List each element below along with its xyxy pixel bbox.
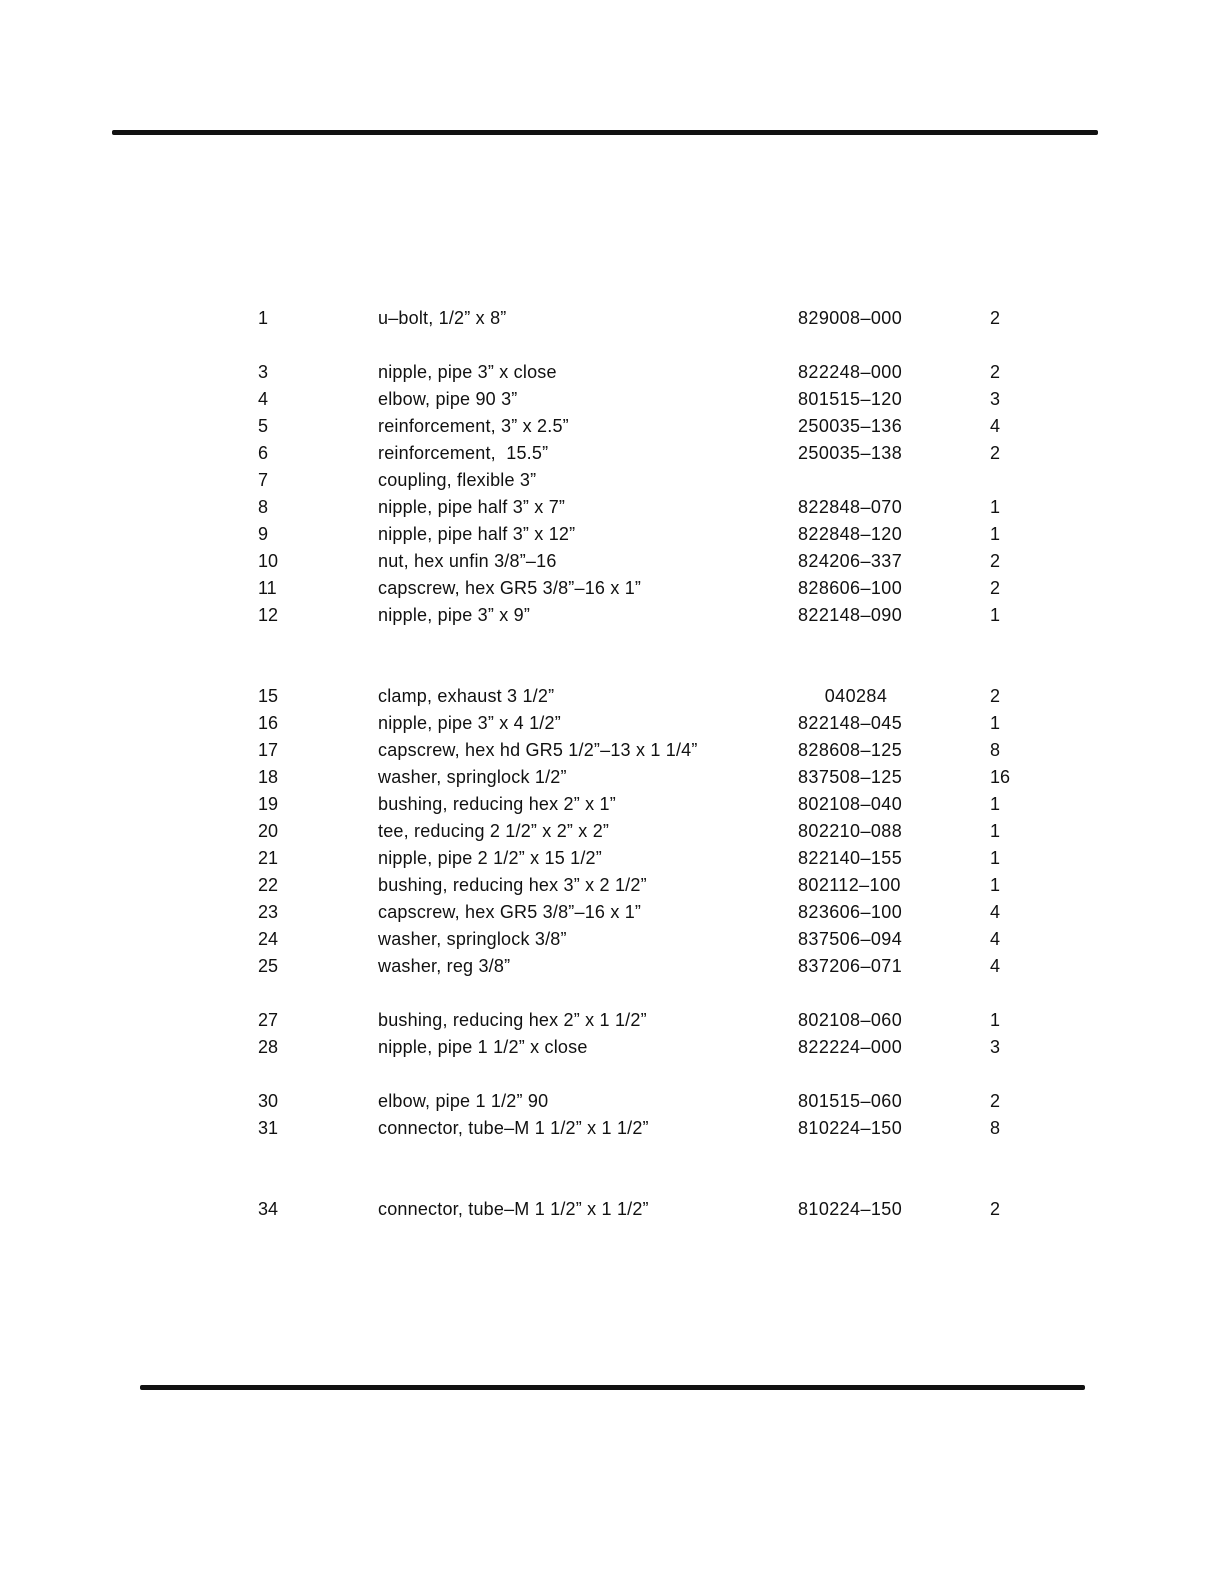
item-number: 31 xyxy=(258,1118,279,1138)
part-number: 822140–155 xyxy=(798,848,903,868)
table-row xyxy=(0,440,1224,467)
table-row xyxy=(0,1088,1224,1115)
table-row xyxy=(0,872,1224,899)
part-number: 837508–125 xyxy=(798,767,903,787)
part-description: elbow, pipe 90 3” xyxy=(378,389,518,409)
quantity: 2 xyxy=(990,308,1001,328)
item-number: 34 xyxy=(258,1199,279,1219)
table-row xyxy=(0,359,1224,386)
item-number: 5 xyxy=(258,416,269,436)
item-number: 7 xyxy=(258,470,269,490)
part-description: bushing, reducing hex 2” x 1” xyxy=(378,794,616,814)
item-number: 16 xyxy=(258,713,279,733)
quantity: 16 xyxy=(990,767,1011,787)
part-number: 824206–337 xyxy=(798,551,903,571)
table-row xyxy=(0,845,1224,872)
table-row xyxy=(0,548,1224,575)
part-description: tee, reducing 2 1/2” x 2” x 2” xyxy=(378,821,610,841)
quantity: 1 xyxy=(990,524,1001,544)
part-number: 810224–150 xyxy=(798,1118,903,1138)
quantity: 1 xyxy=(990,794,1001,814)
quantity: 2 xyxy=(990,1091,1001,1111)
item-number: 15 xyxy=(258,686,279,706)
item-number: 28 xyxy=(258,1037,279,1057)
table-row xyxy=(0,413,1224,440)
table-row xyxy=(0,710,1224,737)
part-number: 810224–150 xyxy=(798,1199,903,1219)
quantity: 2 xyxy=(990,686,1001,706)
part-description: washer, springlock 3/8” xyxy=(378,929,567,949)
part-number: 802112–100 xyxy=(798,875,901,895)
quantity: 1 xyxy=(990,497,1001,517)
quantity: 4 xyxy=(990,902,1001,922)
table-row xyxy=(0,467,1224,494)
part-description: nipple, pipe 1 1/2” x close xyxy=(378,1037,588,1057)
table-row xyxy=(0,1007,1224,1034)
part-description: reinforcement, 3” x 2.5” xyxy=(378,416,569,436)
table-row xyxy=(0,305,1224,332)
item-number: 20 xyxy=(258,821,279,841)
part-description: nipple, pipe half 3” x 7” xyxy=(378,497,566,517)
table-row xyxy=(0,818,1224,845)
quantity: 4 xyxy=(990,929,1001,949)
part-description: elbow, pipe 1 1/2” 90 xyxy=(378,1091,549,1111)
item-number: 3 xyxy=(258,362,269,382)
table-row xyxy=(0,926,1224,953)
part-description: capscrew, hex hd GR5 1/2”–13 x 1 1/4” xyxy=(378,740,698,760)
quantity: 3 xyxy=(990,1037,1001,1057)
quantity: 4 xyxy=(990,956,1001,976)
item-number: 19 xyxy=(258,794,279,814)
table-row xyxy=(0,1115,1224,1142)
quantity: 2 xyxy=(990,578,1001,598)
item-number: 23 xyxy=(258,902,279,922)
quantity: 1 xyxy=(990,848,1001,868)
table-row xyxy=(0,386,1224,413)
part-description: nipple, pipe 2 1/2” x 15 1/2” xyxy=(378,848,602,868)
item-number: 30 xyxy=(258,1091,279,1111)
quantity: 1 xyxy=(990,605,1001,625)
part-description: bushing, reducing hex 3” x 2 1/2” xyxy=(378,875,647,895)
quantity: 1 xyxy=(990,713,1001,733)
part-number: 040284 xyxy=(824,686,888,706)
part-description: washer, reg 3/8” xyxy=(378,956,511,976)
item-number: 8 xyxy=(258,497,269,517)
item-number: 1 xyxy=(258,308,269,328)
part-description: washer, springlock 1/2” xyxy=(378,767,567,787)
part-number: 822224–000 xyxy=(798,1037,903,1057)
item-number: 10 xyxy=(258,551,279,571)
part-number: 837206–071 xyxy=(798,956,903,976)
table-row xyxy=(0,494,1224,521)
quantity: 2 xyxy=(990,362,1001,382)
bottom-divider xyxy=(140,1385,1085,1390)
quantity: 1 xyxy=(990,875,1001,895)
part-number: 837506–094 xyxy=(798,929,903,949)
part-number: 828606–100 xyxy=(798,578,903,598)
part-description: capscrew, hex GR5 3/8”–16 x 1” xyxy=(378,902,642,922)
part-number: 802108–040 xyxy=(798,794,903,814)
part-number: 822848–070 xyxy=(798,497,903,517)
part-number: 822248–000 xyxy=(798,362,903,382)
table-row xyxy=(0,953,1224,980)
item-number: 4 xyxy=(258,389,269,409)
part-number: 250035–136 xyxy=(798,416,903,436)
table-row xyxy=(0,764,1224,791)
quantity: 1 xyxy=(990,821,1001,841)
item-number: 24 xyxy=(258,929,279,949)
part-number: 823606–100 xyxy=(798,902,903,922)
part-description: connector, tube–M 1 1/2” x 1 1/2” xyxy=(378,1118,649,1138)
part-number: 250035–138 xyxy=(798,443,903,463)
table-row xyxy=(0,737,1224,764)
part-number: 822148–045 xyxy=(798,713,903,733)
table-row xyxy=(0,683,1224,710)
item-number: 27 xyxy=(258,1010,279,1030)
part-description: nipple, pipe half 3” x 12” xyxy=(378,524,576,544)
part-description: bushing, reducing hex 2” x 1 1/2” xyxy=(378,1010,647,1030)
part-description: nipple, pipe 3” x 9” xyxy=(378,605,531,625)
part-description: reinforcement, 15.5” xyxy=(378,443,549,463)
part-number: 828608–125 xyxy=(798,740,903,760)
quantity: 8 xyxy=(990,740,1001,760)
quantity: 1 xyxy=(990,1010,1001,1030)
part-description: nipple, pipe 3” x close xyxy=(378,362,557,382)
item-number: 17 xyxy=(258,740,279,760)
part-description: clamp, exhaust 3 1/2” xyxy=(378,686,555,706)
item-number: 9 xyxy=(258,524,269,544)
item-number: 21 xyxy=(258,848,279,868)
item-number: 6 xyxy=(258,443,269,463)
item-number: 11 xyxy=(258,578,277,598)
part-number: 801515–120 xyxy=(798,389,903,409)
part-number: 801515–060 xyxy=(798,1091,903,1111)
part-number: 829008–000 xyxy=(798,308,903,328)
table-row xyxy=(0,602,1224,629)
item-number: 18 xyxy=(258,767,279,787)
table-row xyxy=(0,1196,1224,1223)
quantity: 8 xyxy=(990,1118,1001,1138)
part-description: nipple, pipe 3” x 4 1/2” xyxy=(378,713,561,733)
part-number: 802108–060 xyxy=(798,1010,903,1030)
item-number: 22 xyxy=(258,875,279,895)
part-number: 802210–088 xyxy=(798,821,903,841)
table-row xyxy=(0,1034,1224,1061)
quantity: 3 xyxy=(990,389,1001,409)
part-description: u–bolt, 1/2” x 8” xyxy=(378,308,507,328)
table-row xyxy=(0,521,1224,548)
table-row xyxy=(0,899,1224,926)
part-number: 822148–090 xyxy=(798,605,903,625)
part-description: nut, hex unfin 3/8”–16 xyxy=(378,551,557,571)
quantity: 2 xyxy=(990,551,1001,571)
quantity: 2 xyxy=(990,443,1001,463)
part-description: connector, tube–M 1 1/2” x 1 1/2” xyxy=(378,1199,649,1219)
quantity: 2 xyxy=(990,1199,1001,1219)
table-row xyxy=(0,575,1224,602)
item-number: 12 xyxy=(258,605,279,625)
item-number: 25 xyxy=(258,956,279,976)
quantity: 4 xyxy=(990,416,1001,436)
table-row xyxy=(0,791,1224,818)
part-description: coupling, flexible 3” xyxy=(378,470,537,490)
part-number: 822848–120 xyxy=(798,524,903,544)
part-description: capscrew, hex GR5 3/8”–16 x 1” xyxy=(378,578,642,598)
